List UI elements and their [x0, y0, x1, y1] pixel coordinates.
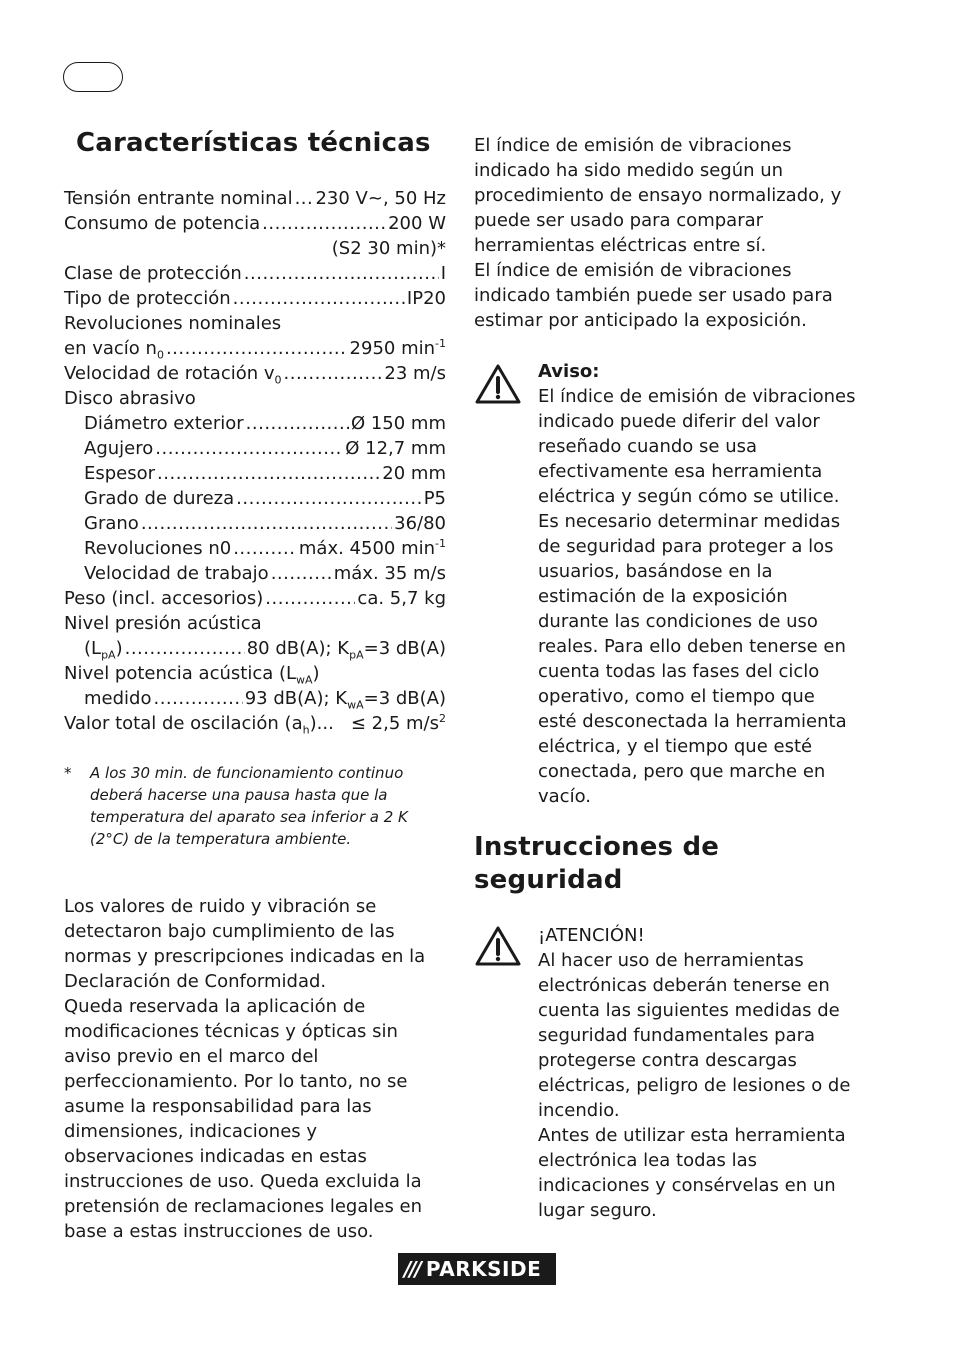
attention-triangle-icon: [474, 925, 522, 967]
safety-instructions-title: Instrucciones de seguridad: [474, 832, 720, 895]
spec-work-speed: Velocidad de trabajo ..... máx. 35 m/s: [64, 561, 446, 586]
spec-disc-label: Disco abrasivo: [64, 388, 196, 409]
warning-text-1: El índice de emisión de vibraciones indicado puede diferir del valor reseñado cuando se usa efectivamente esa herramienta eléctrica y según cómo se utilice.: [538, 386, 856, 507]
language-badge: [63, 62, 123, 92]
spec-sound-power: medido ..... 93 dB(A); $K_{wA}=3$ dB(A): [64, 686, 446, 711]
spec-hardness: Grado de dureza ..... P5: [64, 486, 446, 511]
vibration-estimate-paragraph: El índice de emisión de vibraciones indicado también puede ser usado para estimar por anticipado la exposición.: [474, 260, 833, 331]
noise-vibration-paragraph: Los valores de ruido y vibración se detectaron bajo cumplimiento de las normas y prescripciones indicadas en la Declaración de Conformidad.: [64, 896, 426, 992]
spec-power: Consumo de potencia ..... 200 W: [64, 211, 446, 236]
warning-text-2: Es necesario determinar medidas de seguridad para proteger a los usuarios, basándose en la estimación de la exposición durante las condiciones de uso reales. Para ello deben tenerse en cuenta todas las fases del ciclo operativo, como el tiempo que esté desconectada la herramienta eléctrica, y el tiempo que esté conectada, pero que marche en vacío.: [538, 511, 847, 807]
spec-idle-speed: en vacío $n_0$ ..... 2950 $\min^{-1}$: [64, 336, 446, 361]
spec-list: [64, 186, 446, 736]
spec-protection-type: Tipo de protección ..... IP20: [64, 286, 446, 311]
attention-text-1: Al hacer uso de herramientas electrónicas deberán tenerse en cuenta las siguientes medidas de seguridad fundamentales para protegerse contra descargas eléctricas, peligro de lesiones o de incendio.: [538, 950, 851, 1121]
spec-rotation-speed: Velocidad de rotación $v_0$ ..... 23 m/s: [64, 361, 446, 386]
attention-text-2: Antes de utilizar esta herramienta electrónica lea todas las indicaciones y consérvelas en un lugar seguro.: [538, 1125, 846, 1221]
spec-nominal-rev-label: Revoluciones nominales: [64, 313, 282, 334]
spec-vibration: Valor total de oscilación $(a_h)$... ≤ 2,5 $m/s^2$: [64, 712, 446, 737]
attention-heading: ¡ATENCIÓN!: [538, 925, 645, 946]
left-column: [64, 126, 446, 1244]
vibration-index-paragraph: El índice de emisión de vibraciones indicado ha sido medido según un procedimiento de ensayo normalizado, y puede ser usado para comparar herramientas eléctricas entre sí.: [474, 135, 842, 256]
parkside-logo: /// PARKSIDE: [398, 1253, 556, 1285]
warning-heading: Aviso:: [538, 361, 600, 382]
right-column: [474, 133, 858, 1223]
attention-block: [474, 923, 858, 1223]
spec-power-note: (S2 30 min)*: [331, 238, 446, 259]
warning-triangle-icon: [474, 363, 522, 405]
spec-sound-power-label: Nivel potencia acústica $(L_{wA})$: [64, 663, 320, 687]
spec-protection-class: Clase de protección ..... I: [64, 261, 446, 286]
spec-weight: Peso (incl. accesorios) ..... ca. 5,7 kg: [64, 586, 446, 611]
spec-voltage: Tensión entrante nominal ..... 230 V~, 50 Hz: [64, 186, 446, 211]
spec-revolutions: Revoluciones n0 ..... máx. 4500 $\min^{-1}$: [64, 536, 446, 561]
modifications-paragraph: Queda reservada la aplicación de modificaciones técnicas y ópticas sin aviso previo en el marco del perfeccionamiento. Por lo tanto, no se asume la responsabilidad para las dimensiones, indicaciones y observaciones indicadas en estas instrucciones de uso. Queda excluida la pretensión de reclamaciones legales en base a estas instrucciones de uso.: [64, 996, 423, 1242]
spec-grain: Grano ..... 36/80: [64, 511, 446, 536]
technical-specs-title: Características técnicas: [76, 128, 431, 158]
spec-outer-diameter: Diámetro exterior ..... Ø 150 mm: [64, 411, 446, 436]
spec-hole: Agujero ..... Ø 12,7 mm: [64, 436, 446, 461]
footnote: * A los 30 min. de funcionamiento continuo deberá hacerse una pausa hasta que la temperatura del aparato sea inferior a 2 K (2°C) de la temperatura ambiente.: [64, 764, 408, 848]
warning-block: [474, 359, 858, 809]
spec-sound-pressure-label: Nivel presión acústica: [64, 613, 262, 634]
spec-sound-pressure: $(L_{pA})$ ..... 80 dB(A); $K_{pA}=3$ dB(A): [64, 636, 446, 661]
spec-thickness: Espesor ..... 20 mm: [64, 461, 446, 486]
